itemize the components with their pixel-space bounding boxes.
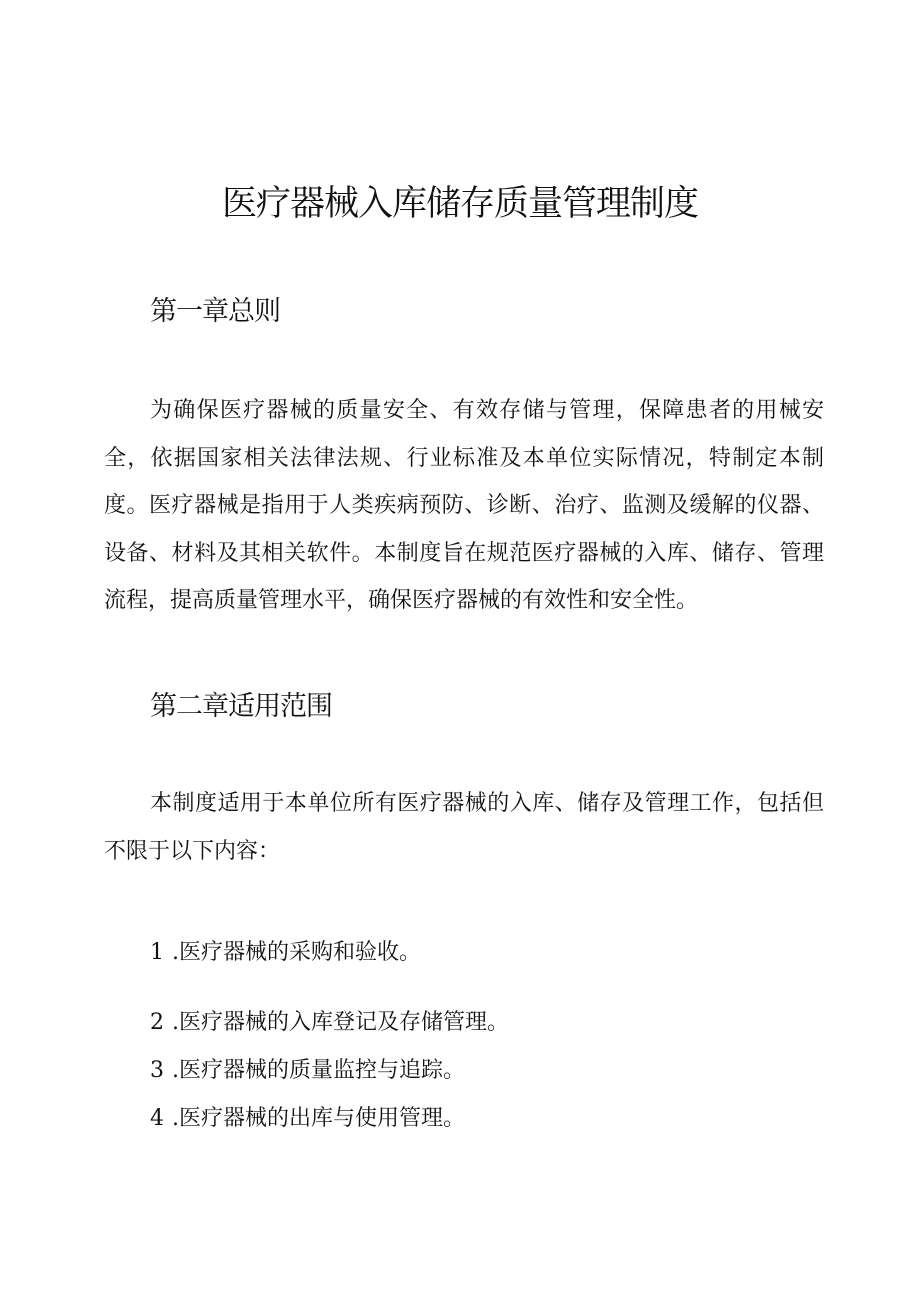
list-item: [150, 1054, 465, 1088]
chapter-1-paragraph: 为确保医疗器械的质量安全、有效存储与管理，保障患者的用械安全，依据国家相关法律法规、行业标准及本单位实际情况，特制定本制度。医疗器械是指用于人类疾病预防、诊断、治疗、监测及缓解的仪器、设备、材料及其相关软件。本制度旨在规范医疗器械的入库、储存、管理流程，提高质量管理水平，确保医疗器械的有效性和安全性。: [104, 398, 824, 614]
document-title: 医疗器械入库储存质量管理制度: [221, 184, 698, 224]
list-item: [150, 1102, 465, 1136]
list-item-number: 1: [150, 940, 164, 965]
list-item-number: 4: [150, 1106, 164, 1131]
list-item-text: .医疗器械的入库登记及存储管理。: [172, 1010, 509, 1035]
list-item-text: .医疗器械的采购和验收。: [172, 940, 421, 965]
list-item-text: .医疗器械的质量监控与追踪。: [172, 1058, 465, 1083]
list-item-number: 2: [150, 1010, 164, 1035]
list-item: [150, 936, 421, 970]
list-item-number: 3: [150, 1058, 164, 1083]
chapter-2-heading: 第二章适用范围: [150, 691, 332, 722]
list-item-text: .医疗器械的出库与使用管理。: [172, 1106, 465, 1131]
chapter-2-paragraph: 本制度适用于本单位所有医疗器械的入库、储存及管理工作，包括但不限于以下内容：: [104, 791, 824, 864]
chapter-1-heading: 第一章总则: [150, 296, 280, 327]
list-item: [150, 1006, 509, 1040]
